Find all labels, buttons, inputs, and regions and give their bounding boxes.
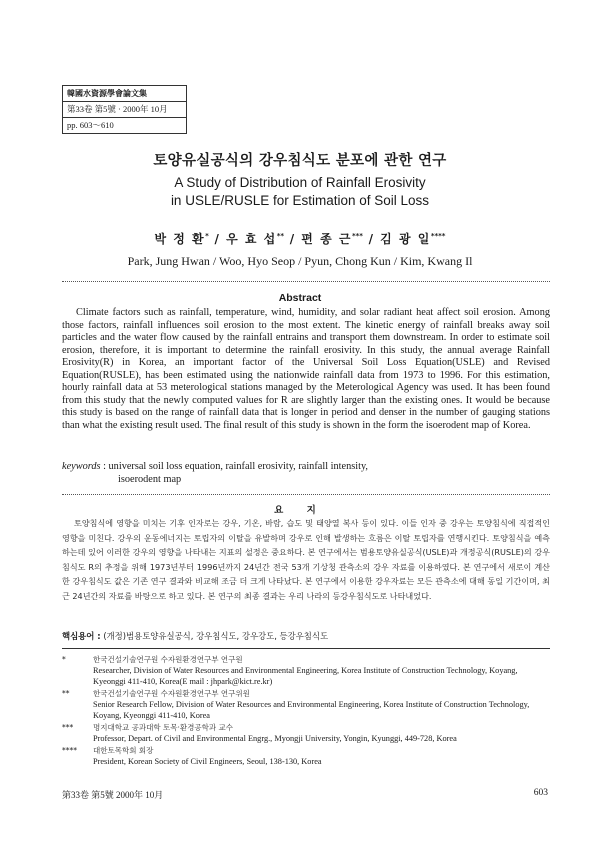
- keywords-line2: isoerodent map: [118, 473, 182, 485]
- korean-summary-body: 토양침식에 영향을 미치는 기후 인자로는 강우, 기온, 바람, 습도 및 태양열 복사 등이 있다. 이들 인자 중 강우는 토양침식에 직접적인 영향을 미친다. 강우의 운동에너지는 토립자의 이탈을 유발하며 강우로 인해 발생하는 흐름은 이탈 토립자를 연행시킨다. 토양침식을 예측하는데 있어 이러한 강우의 영향을 나타내는 지표의 설정은 중요하다. 본 연구에서는 범용토양유실공식(USLE)과 개정공식(RUSLE)의 강우침식도 R의 추정을 위해 1973년부터 1996년까지 24년간 전국 53개 기상청 관측소의 강우 자료를 이용하였다. 본 연구에서 새로이 계산한 강우침식도 값은 기존 연구 결과와 비교해 조금 더 크게 나타났다. 본 연구에서 이용한 강우자료는 모든 관측소에 대해 동일 기간이며, 최근 24년간의 자료를 바탕으로 하고 있다. 본 연구의 최종 결과는 우리 나라의 등강우침식도로 나타내었다.: [62, 518, 550, 601]
- author-separator: /: [284, 232, 302, 246]
- korean-keywords-text: (개정)범용토양유실공식, 강우침식도, 강우강도, 등강우침식도: [103, 631, 329, 641]
- author-name: 편 종 근: [301, 232, 352, 246]
- footnote-mark: **: [62, 689, 70, 698]
- author-mark: *: [205, 232, 209, 240]
- footnote-mark: ***: [62, 723, 74, 732]
- footnote-english: Senior Research Fellow, Division of Water Resources and Environmental Engineering, Korea Institute of Construction Technology, Koyang, Kyeonggi 411-410, Korea: [93, 700, 530, 721]
- journal-name: 韓國水資源學會論文集: [67, 89, 147, 98]
- footnote: [62, 654, 550, 688]
- abstract-keywords: keywords : universal soil loss equation, rainfall erosivity, rainfall intensity, isoerodent map: [62, 461, 550, 486]
- footnote-mark: *: [62, 655, 66, 664]
- journal-pages: pp. 603～610: [63, 117, 186, 133]
- authors-korean: [0, 230, 600, 247]
- authors-english: Park, Jung Hwan / Woo, Hyo Seop / Pyun, Chong Kun / Kim, Kwang Il: [127, 254, 473, 268]
- title-english-line2: in USLE/RUSLE for Estimation of Soil Loss: [170, 193, 430, 208]
- journal-volume: 第33卷 第5號 · 2000年 10月: [63, 101, 186, 117]
- journal-info-box: [62, 85, 187, 134]
- section-divider: [62, 281, 550, 282]
- author-mark: ***: [351, 232, 363, 240]
- author-mark: ****: [430, 232, 446, 240]
- author-name: 김 광 일: [380, 232, 431, 246]
- footnote-english: Researcher, Division of Water Resources and Environmental Engineering, Korea Institute of Construction Technology, Koyang, Kyeonggi 411-410, Korea(E mail : jhpark@kict.re.kr): [93, 666, 518, 687]
- keywords-line1: universal soil loss equation, rainfall erosivity, rainfall intensity,: [108, 461, 368, 472]
- author-name: 우 효 섭: [226, 232, 277, 246]
- footnote: [62, 688, 550, 722]
- footnote-english: Professor, Depart. of Civil and Environmental Engrg., Myongji University, Yongin, Kyunggi, 449-728, Korea: [93, 734, 457, 744]
- footnote-korean: 한국건설기술연구원 수자원환경연구부 연구원: [93, 655, 243, 664]
- footnote-mark: ****: [62, 746, 77, 755]
- footnote-divider: [62, 648, 550, 649]
- korean-summary-heading: 요 지: [274, 505, 326, 516]
- page-number: 603: [533, 788, 548, 798]
- title-english-line1: A Study of Distribution of Rainfall Erosivity: [174, 175, 426, 190]
- section-divider: [62, 494, 550, 495]
- title-korean: 토양유실공식의 강우침식도 분포에 관한 연구: [153, 153, 447, 169]
- footnote-korean: 명지대학교 공과대학 토목·환경공학과 교수: [93, 723, 233, 732]
- korean-keywords: [62, 630, 550, 642]
- abstract-heading: Abstract: [278, 292, 322, 304]
- author-separator: /: [208, 232, 227, 246]
- footer-journal-issue: 第33卷 第5號 2000年 10月: [62, 790, 164, 800]
- footnote-english: President, Korean Society of Civil Engineers, Seoul, 138-130, Korea: [93, 757, 322, 767]
- abstract-body: Climate factors such as rainfall, temperature, wind, humidity, and solar radiant heat affect soil erosion. Among those factors, rainfall influences soil erosion to the most extent. The kinetic energy of rainfall breaks away soil particles and the water flow caused by the rainfall entrains and transport them downstream. In order to estimate soil erosion, therefore, it is important to determine the rainfall erosivity. In this study, the annual average Rainfall Erosivity(R) in Korea, an important factor of the Universal Soil Loss Equation(USLE) and Revised Equation(RUSLE), has been estimated using the nationwide rainfall data from 1973 to 1996. For this estimation, hourly rainfall data at 53 meterological stations managed by the Meterological Agency was used. It has been found from this study that the newly computed values for R are slightly larger than the existing ones. It would be because this study is based on the range of rainfall data that is longer in period and denser in the number of gauging stations than what the existing result used. The final result of this study is shown in the form the isoerodent map of Korea.: [62, 307, 550, 431]
- footnote-korean: 한국건설기술연구원 수자원환경연구부 연구위원: [93, 689, 250, 698]
- footnote-korean: 대한토목학회 회장: [93, 746, 154, 755]
- korean-keywords-label: 핵심용어 :: [62, 631, 101, 641]
- author-separator: /: [362, 232, 381, 246]
- keywords-label: keywords: [62, 461, 101, 472]
- author-mark: **: [276, 232, 285, 240]
- author-name: 박 정 환: [154, 232, 206, 246]
- footnote: [62, 722, 550, 744]
- footnote: [62, 745, 550, 767]
